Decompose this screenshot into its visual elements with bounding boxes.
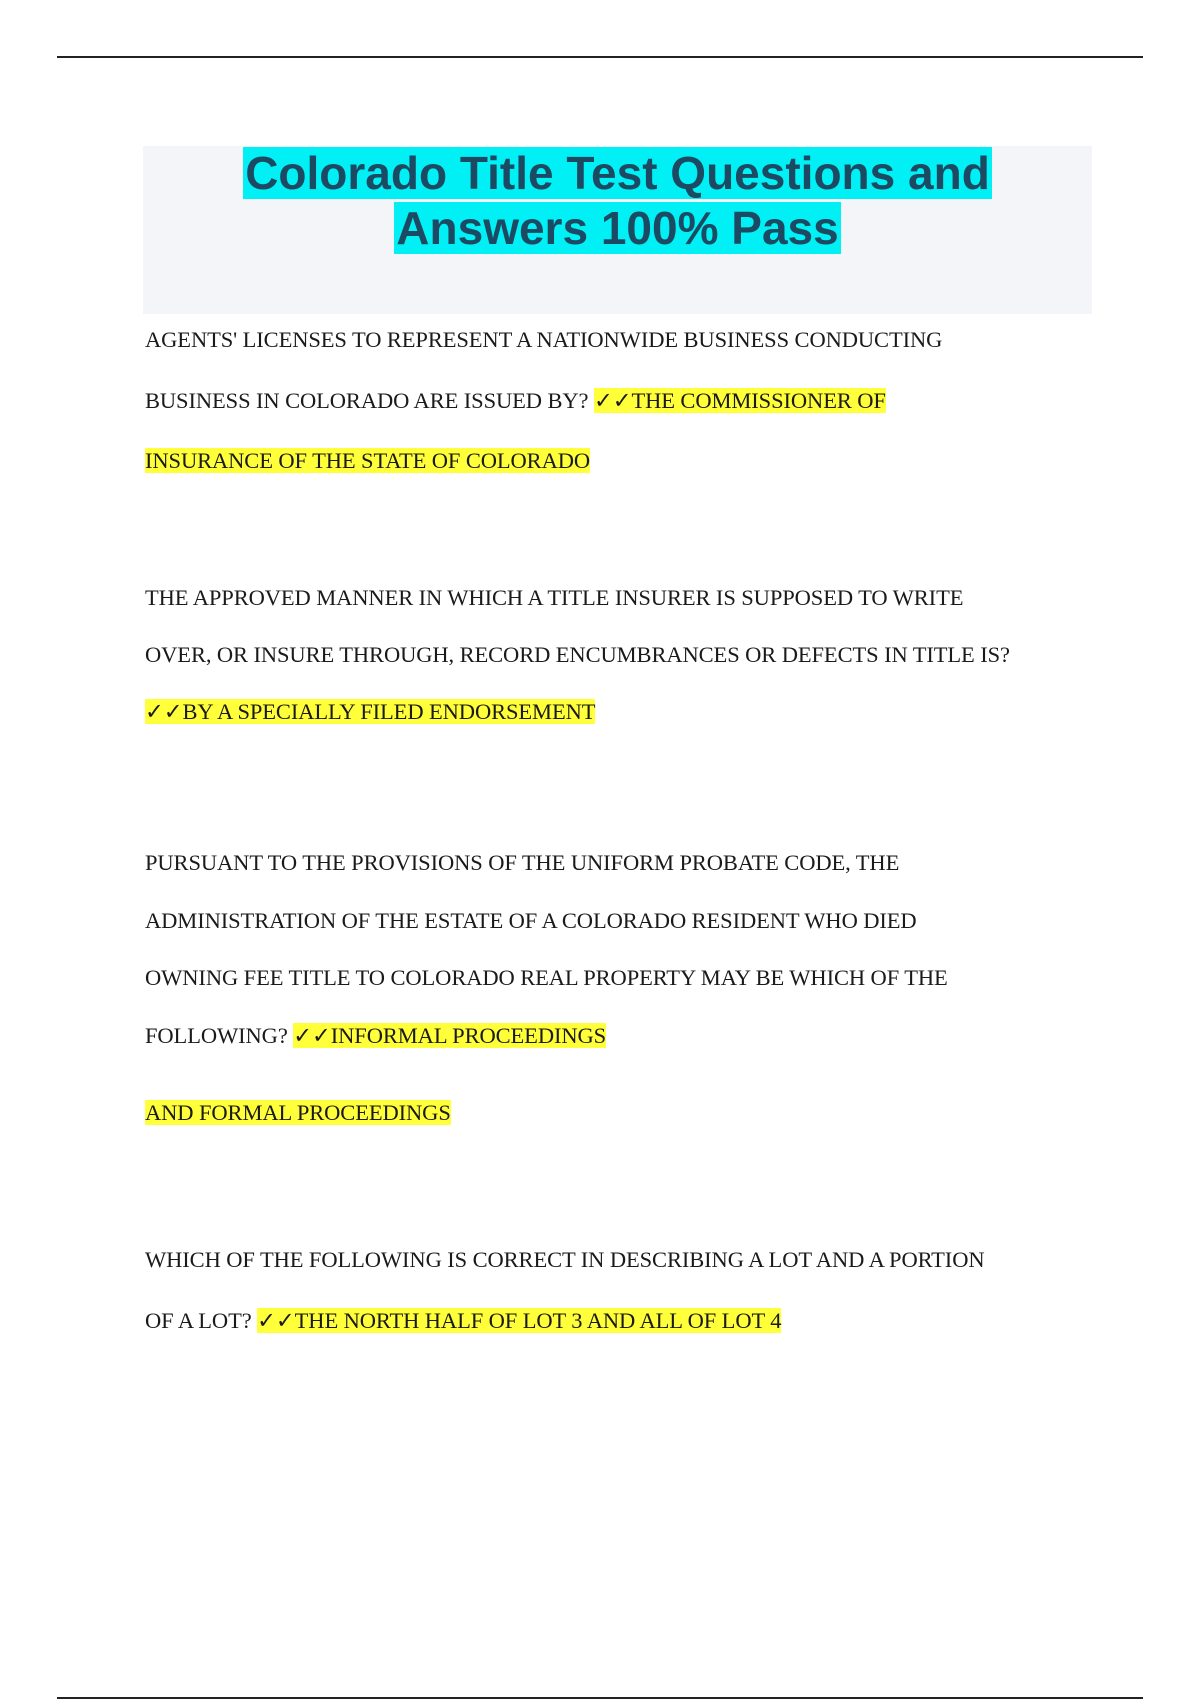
qa-item-4 bbox=[145, 1230, 1105, 1351]
question-text: OF A LOT? bbox=[145, 1307, 252, 1333]
answer-text: AND FORMAL PROCEEDINGS bbox=[145, 1100, 451, 1125]
top-rule bbox=[57, 56, 1143, 58]
question-text: WHICH OF THE FOLLOWING IS CORRECT IN DESCRIBING A LOT AND A PORTION bbox=[145, 1247, 985, 1272]
answer-text: ✓✓BY A SPECIALLY FILED ENDORSEMENT bbox=[145, 699, 596, 724]
title-line-1: Colorado Title Test Questions and bbox=[245, 147, 990, 199]
question-text: ADMINISTRATION OF THE ESTATE OF A COLORADO RESIDENT WHO DIED bbox=[145, 907, 917, 933]
qa-item-1 bbox=[145, 310, 1105, 492]
answer-text: INSURANCE OF THE STATE OF COLORADO bbox=[145, 448, 591, 473]
bottom-rule bbox=[57, 1697, 1143, 1699]
title-line-2: Answers 100% Pass bbox=[396, 202, 839, 254]
question-text: THE APPROVED MANNER IN WHICH A TITLE INSURER IS SUPPOSED TO WRITE bbox=[145, 585, 964, 610]
question-text: AGENTS' LICENSES TO REPRESENT A NATIONWIDE BUSINESS CONDUCTING bbox=[145, 327, 943, 352]
question-text: BUSINESS IN COLORADO ARE ISSUED BY? bbox=[145, 387, 589, 413]
question-text: OWNING FEE TITLE TO COLORADO REAL PROPERTY MAY BE WHICH OF THE bbox=[145, 965, 948, 990]
answer-text: ✓✓INFORMAL PROCEEDINGS bbox=[293, 1022, 607, 1048]
answer-text: ✓✓THE NORTH HALF OF LOT 3 AND ALL OF LOT 4 bbox=[257, 1307, 782, 1333]
qa-item-2 bbox=[145, 569, 1105, 740]
question-text: OVER, OR INSURE THROUGH, RECORD ENCUMBRANCES OR DEFECTS IN TITLE IS? bbox=[145, 642, 1010, 667]
qa-item-3 bbox=[145, 834, 1105, 1142]
question-text: PURSUANT TO THE PROVISIONS OF THE UNIFORM PROBATE CODE, THE bbox=[145, 850, 900, 875]
question-text: FOLLOWING? bbox=[145, 1022, 288, 1048]
answer-text: ✓✓THE COMMISSIONER OF bbox=[593, 387, 886, 413]
document-title bbox=[143, 146, 1092, 256]
